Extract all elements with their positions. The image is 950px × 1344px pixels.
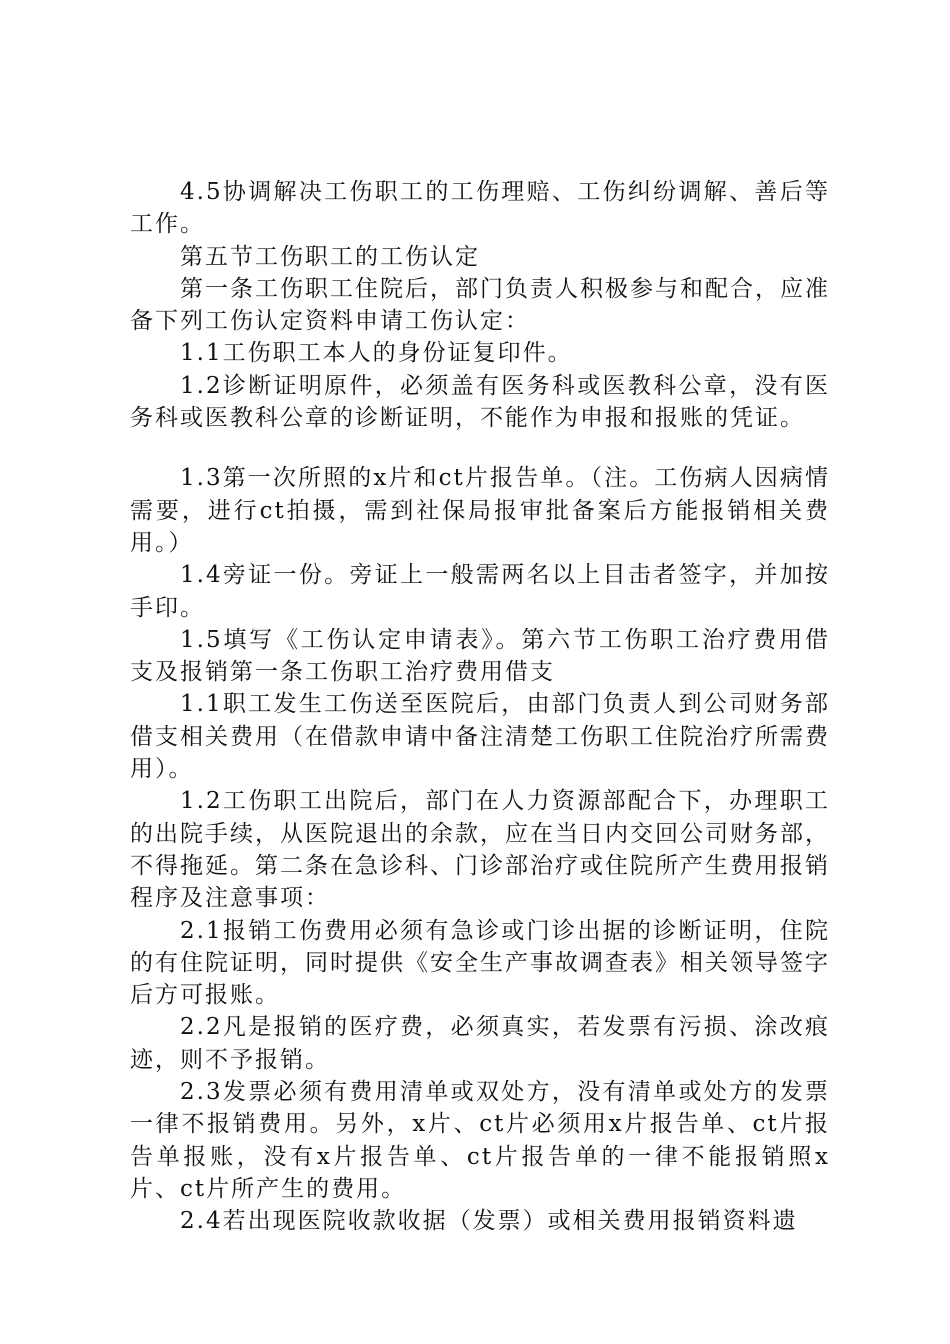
paragraph-1-2-discharge: 1.2工伤职工出院后，部门在人力资源部配合下，办理职工的出院手续，从医院退出的余款，应在当日内交回公司财务部，不得拖延。第二条在急诊科、门诊部治疗或住院所产生费用报销程序及注意事项： (130, 788, 830, 912)
section-heading-5: 第五节工伤职工的工伤认定 (180, 243, 480, 270)
paragraph-2-2: 2.2凡是报销的医疗费，必须真实，若发票有污损、涂改痕迹，则不予报销。 (130, 1014, 830, 1073)
paragraph-2-3: 2.3发票必须有费用清单或双处方，没有清单或处方的发票一律不报销费用。另外，x片、ct片必须用x片报告单、ct片报告单报账，没有x片报告单、ct片报告单的一律不能报销照x片、ct片所产生的费用。 (130, 1079, 830, 1202)
paragraph-1-5: 1.5填写《工伤认定申请表》。第六节工伤职工治疗费用借支及报销第一条工伤职工治疗费用借支 (130, 626, 830, 686)
paragraph-1-1-advance: 1.1职工发生工伤送至医院后，由部门负责人到公司财务部借支相关费用（在借款申请中备注清楚工伤职工住院治疗所需费用）。 (130, 691, 830, 783)
paragraph-1-4: 1.4旁证一份。旁证上一般需两名以上目击者签字，并加按手印。 (130, 562, 830, 621)
paragraph-4-5: 4.5协调解决工伤职工的工伤理赔、工伤纠纷调解、善后等工作。 (130, 179, 830, 238)
paragraph-1-2: 1.2诊断证明原件，必须盖有医务科或医教科公章，没有医务科或医教科公章的诊断证明，不能作为申报和报账的凭证。 (130, 372, 830, 432)
paragraph-1-1: 1.1工伤职工本人的身份证复印件。 (180, 340, 573, 367)
paragraph-1-3: 1.3第一次所照的x片和ct片报告单。（注。工伤病人因病情需要，进行ct拍摄，需到社保局报审批备案后方能报销相关费用。） (130, 465, 830, 556)
article-1-intro: 第一条工伤职工住院后，部门负责人积极参与和配合，应准备下列工伤认定资料申请工伤认定： (130, 275, 830, 335)
document-body (130, 176, 830, 1238)
paragraph-2-1: 2.1报销工伤费用必须有急诊或门诊出据的诊断证明，住院的有住院证明，同时提供《安全生产事故调查表》相关领导签字后方可报账。 (130, 917, 830, 1009)
paragraph-2-4: 2.4若出现医院收款收据（发票）或相关费用报销资料遗 (180, 1208, 798, 1235)
